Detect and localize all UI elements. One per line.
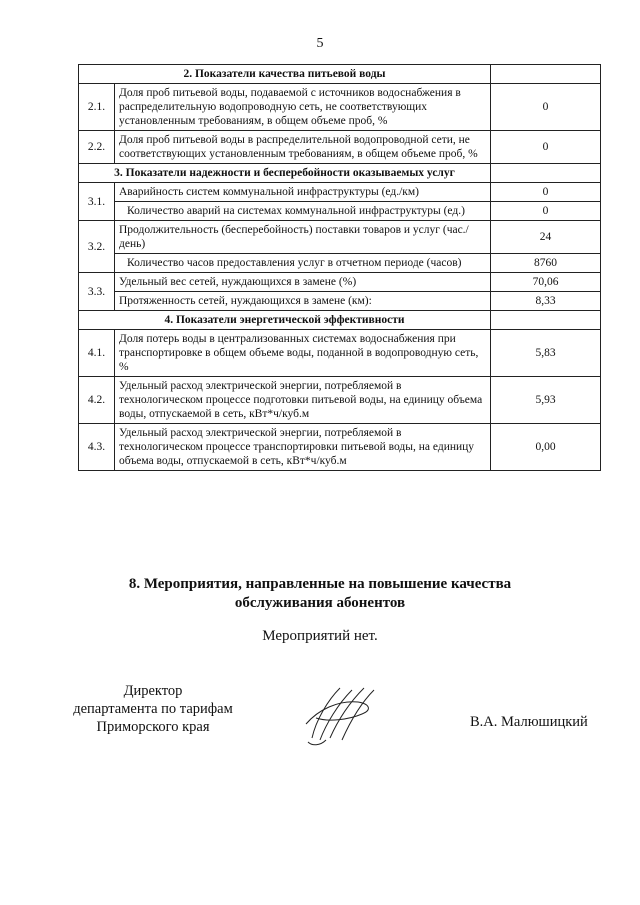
indicator-text: Продолжительность (бесперебойность) поставки товаров и услуг (час./день) <box>119 224 469 251</box>
no-measures-text: Мероприятий нет. <box>262 628 378 644</box>
table-row <box>79 221 601 254</box>
indicator-text: Доля потерь воды в централизованных системах водоснабжения при транспортировке в общем объеме воды, поданной в водопроводную сеть, % <box>119 333 479 374</box>
indicator-number: 4.1. <box>79 330 115 377</box>
indicator-text: Доля проб питьевой воды в распределительной водопроводной сети, не соответствующих установленным требованиям, в общем объеме проб, % <box>119 134 478 161</box>
indicator-value: 0,00 <box>491 424 601 471</box>
indicator-text-cell <box>115 330 491 377</box>
indicator-value: 8760 <box>491 254 601 273</box>
indicator-text-cell <box>115 254 491 273</box>
indicator-text-cell <box>115 424 491 471</box>
signatory-name: В.А. Малюшицкий <box>470 714 588 730</box>
indicator-text-cell <box>115 292 491 311</box>
section-header-empty-cell <box>491 65 601 84</box>
indicator-text-cell <box>115 183 491 202</box>
indicator-number: 2.1. <box>79 84 115 131</box>
table-row <box>79 273 601 292</box>
table-row <box>79 183 601 202</box>
table-row <box>79 131 601 164</box>
position-line-2: департамента по тарифам <box>73 701 233 718</box>
signatory-position <box>58 682 248 736</box>
section-title: 3. Показатели надежности и бесперебойности оказываемых услуг <box>79 164 491 183</box>
indicator-value: 0 <box>491 183 601 202</box>
indicator-text: Количество аварий на системах коммунальной инфраструктуры (ед.) <box>127 205 465 218</box>
indicator-text: Аварийность систем коммунальной инфраструктуры (ед./км) <box>119 186 419 199</box>
indicator-text: Удельный вес сетей, нуждающихся в замене (%) <box>119 276 357 289</box>
table-row <box>79 254 601 273</box>
indicator-text: Удельный расход электрической энергии, потребляемой в технологическом процессе подготовки питьевой воды, на единицу объема воды, отпускаемой в сеть, кВт*ч/куб.м <box>119 380 483 421</box>
indicator-text-cell <box>115 84 491 131</box>
indicator-value: 5,93 <box>491 377 601 424</box>
indicator-text: Удельный расход электрической энергии, потребляемой в технологическом процессе транспортировки питьевой воды, на единицу объема воды, отпускаемой в сеть, кВт*ч/куб.м <box>119 427 475 468</box>
indicator-number: 4.3. <box>79 424 115 471</box>
indicator-text-cell <box>115 131 491 164</box>
section-header-row <box>79 164 601 183</box>
indicator-text-cell <box>115 377 491 424</box>
section-title: 2. Показатели качества питьевой воды <box>79 65 491 84</box>
indicator-value: 0 <box>491 131 601 164</box>
section-8-heading <box>0 575 640 613</box>
indicator-text: Протяженность сетей, нуждающихся в замене (км): <box>119 295 372 308</box>
indicator-text: Количество часов предоставления услуг в отчетном периоде (часов) <box>127 257 462 270</box>
table-row <box>79 202 601 221</box>
indicator-value: 0 <box>491 84 601 131</box>
section-header-empty-cell <box>491 311 601 330</box>
handwritten-signature <box>298 680 388 750</box>
section-header-empty-cell <box>491 164 601 183</box>
table-row <box>79 292 601 311</box>
indicator-number: 3.2. <box>79 221 115 273</box>
indicator-text: Доля проб питьевой воды, подаваемой с источников водоснабжения в распределительную водопроводную сеть, не соответствующих установленным требованиям, в общем объеме проб, % <box>119 87 461 128</box>
section-title: 4. Показатели энергетической эффективности <box>79 311 491 330</box>
indicator-number: 2.2. <box>79 131 115 164</box>
indicator-value: 8,33 <box>491 292 601 311</box>
indicator-number: 3.1. <box>79 183 115 221</box>
table-row <box>79 424 601 471</box>
section-header-row <box>79 311 601 330</box>
table-row <box>79 330 601 377</box>
indicator-number: 4.2. <box>79 377 115 424</box>
indicator-value: 24 <box>491 221 601 254</box>
page-number: 5 <box>316 36 324 51</box>
heading-line-1: 8. Мероприятия, направленные на повышение качества <box>128 576 512 592</box>
indicator-value: 0 <box>491 202 601 221</box>
indicator-number: 3.3. <box>79 273 115 311</box>
position-line-3: Приморского края <box>96 719 210 736</box>
indicators-table <box>78 64 601 471</box>
section-header-row <box>79 65 601 84</box>
heading-line-2: обслуживания абонентов <box>234 594 406 611</box>
indicator-text-cell <box>115 202 491 221</box>
indicator-text-cell <box>115 221 491 254</box>
position-line-1: Директор <box>123 683 183 699</box>
indicator-value: 5,83 <box>491 330 601 377</box>
indicator-text-cell <box>115 273 491 292</box>
indicator-value: 70,06 <box>491 273 601 292</box>
table-row <box>79 84 601 131</box>
table-row <box>79 377 601 424</box>
